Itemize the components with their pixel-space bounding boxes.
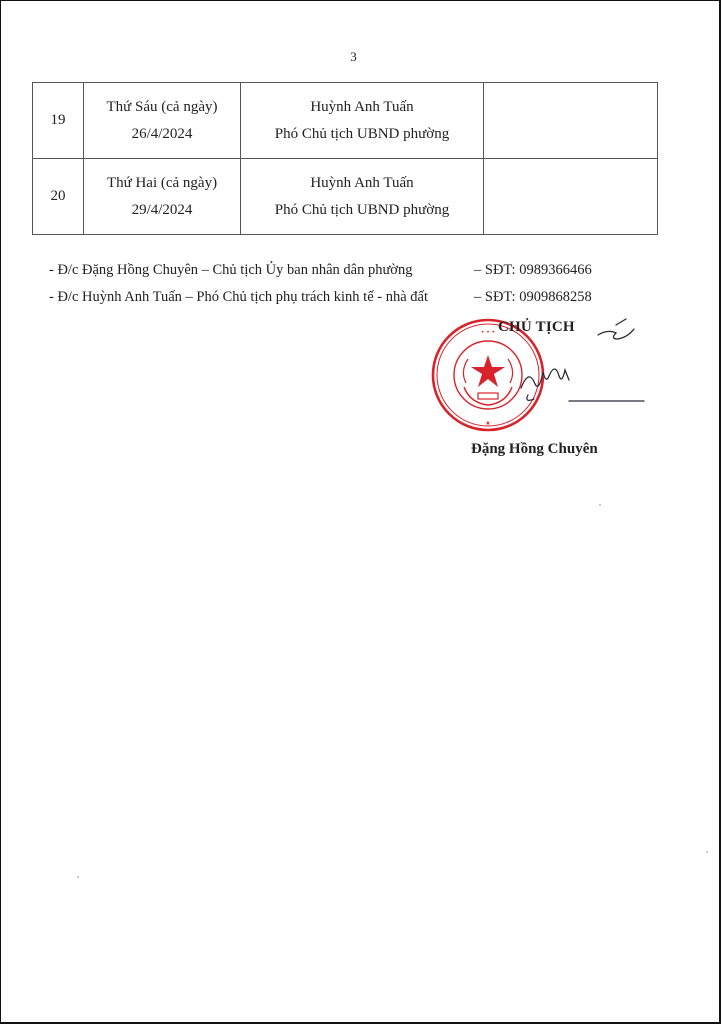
scan-speck: [77, 876, 79, 878]
signature-block: [426, 313, 641, 473]
day-label: Thứ Sáu (cả ngày): [106, 98, 218, 115]
schedule-table: [32, 82, 658, 235]
contact-item: [49, 257, 649, 284]
day-label: Thứ Hai (cả ngày): [106, 174, 218, 191]
note-cell: [484, 159, 658, 235]
contact-person: - Đ/c Đặng Hồng Chuyên – Chủ tịch Ủy ban nhân dân phường: [49, 262, 413, 278]
contact-phone: – SĐT: 0989366466: [474, 262, 592, 278]
table-row: [33, 83, 658, 159]
svg-text:★: ★: [485, 420, 491, 427]
signer-name: Đặng Hồng Chuyên: [471, 441, 598, 457]
person-name: Huỳnh Anh Tuấn: [310, 98, 414, 115]
row-number: 19: [33, 83, 84, 159]
scan-speck: [706, 851, 708, 853]
contact-phone: – SĐT: 0909868258: [474, 289, 592, 305]
table-row: [33, 159, 658, 235]
signer-title: CHỦ TỊCH: [498, 319, 575, 335]
date-label: 26/4/2024: [131, 125, 193, 142]
scan-speck: [599, 504, 601, 506]
svg-text:• • •: • • •: [480, 329, 496, 336]
page-number: 3: [350, 49, 357, 64]
person-cell: [241, 159, 484, 235]
row-number: 20: [33, 159, 84, 235]
day-cell: [84, 159, 241, 235]
day-cell: [84, 83, 241, 159]
contact-item: [49, 284, 649, 311]
person-name: Huỳnh Anh Tuấn: [310, 174, 414, 191]
person-position: Phó Chủ tịch UBND phường: [274, 125, 450, 142]
contact-list: [49, 257, 649, 311]
contact-person: - Đ/c Huỳnh Anh Tuấn – Phó Chủ tịch phụ trách kinh tế - nhà đất: [49, 289, 428, 305]
person-position: Phó Chủ tịch UBND phường: [274, 201, 450, 218]
note-cell: [484, 83, 658, 159]
date-label: 29/4/2024: [131, 201, 193, 218]
person-cell: [241, 83, 484, 159]
